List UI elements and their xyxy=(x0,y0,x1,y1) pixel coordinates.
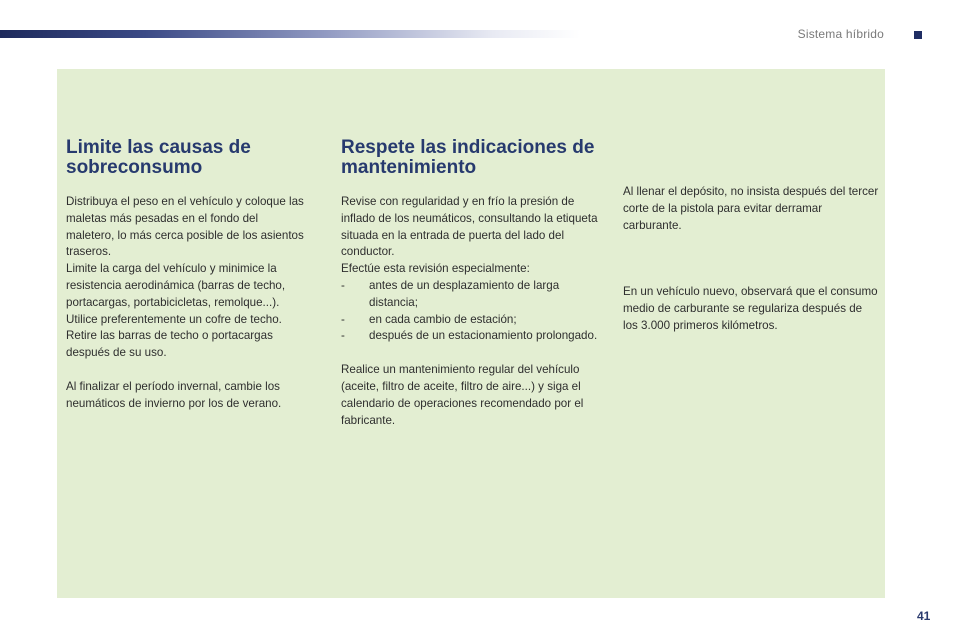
header-gradient-band xyxy=(0,30,580,38)
paragraph-refuelling: Al llenar el depósito, no insista después del tercer corte de la pistola para evitar derramar carburante. xyxy=(623,185,879,232)
header-marker-square xyxy=(914,31,922,39)
paragraph-check-especially: Efectúe esta revisión especialmente: xyxy=(341,262,530,276)
column-fuel-tips xyxy=(623,184,879,335)
paragraph-new-vehicle-consumption: En un vehículo nuevo, observará que el consumo medio de carburante se regulariza después de los 3.000 primeros kilómetros. xyxy=(623,285,878,332)
paragraph-remove-roof-bars: Retire las barras de techo o portacargas después de su uso. xyxy=(66,329,273,360)
list-item: - antes de un desplazamiento de larga distancia; xyxy=(341,278,603,312)
paragraph-winter-tyres: Al finalizar el período invernal, cambie los neumáticos de invierno por los de verano. xyxy=(66,379,282,410)
section-title: Sistema híbrido xyxy=(797,27,884,41)
page-number: 41 xyxy=(917,609,931,623)
list-item: - en cada cambio de estación; xyxy=(341,312,603,329)
check-list xyxy=(341,278,603,345)
heading-maintenance: Respete las indicaciones de mantenimiento xyxy=(341,137,595,178)
paragraph-regular-maintenance: Realice un mantenimiento regular del vehículo (aceite, filtro de aceite, filtro de aire...) y siga el calendario de operaciones recomendado por el fabricante. xyxy=(341,363,584,427)
heading-consumption-causes: Limite las causas de sobreconsumo xyxy=(66,137,251,178)
column-maintenance xyxy=(341,138,603,429)
paragraph-tyre-pressure: Revise con regularidad y en frío la presión de inflado de los neumáticos, consultando la etiqueta situada en la entrada de puerta del lado del conductor. xyxy=(341,195,598,259)
paragraph-load-limit: Limite la carga del vehículo y minimice la resistencia aerodinámica (barras de techo, portacargas, portabicicletas, remolque...). Utilice preferentemente un cofre de techo. xyxy=(66,262,286,326)
paragraph-weight-distribution: Distribuya el peso en el vehículo y coloque las maletas más pesadas en el fondo del maletero, lo más cerca posible de los asientos traseros. xyxy=(66,195,304,259)
column-consumption-causes xyxy=(66,138,306,413)
list-item: - después de un estacionamiento prolongado. xyxy=(341,328,603,345)
